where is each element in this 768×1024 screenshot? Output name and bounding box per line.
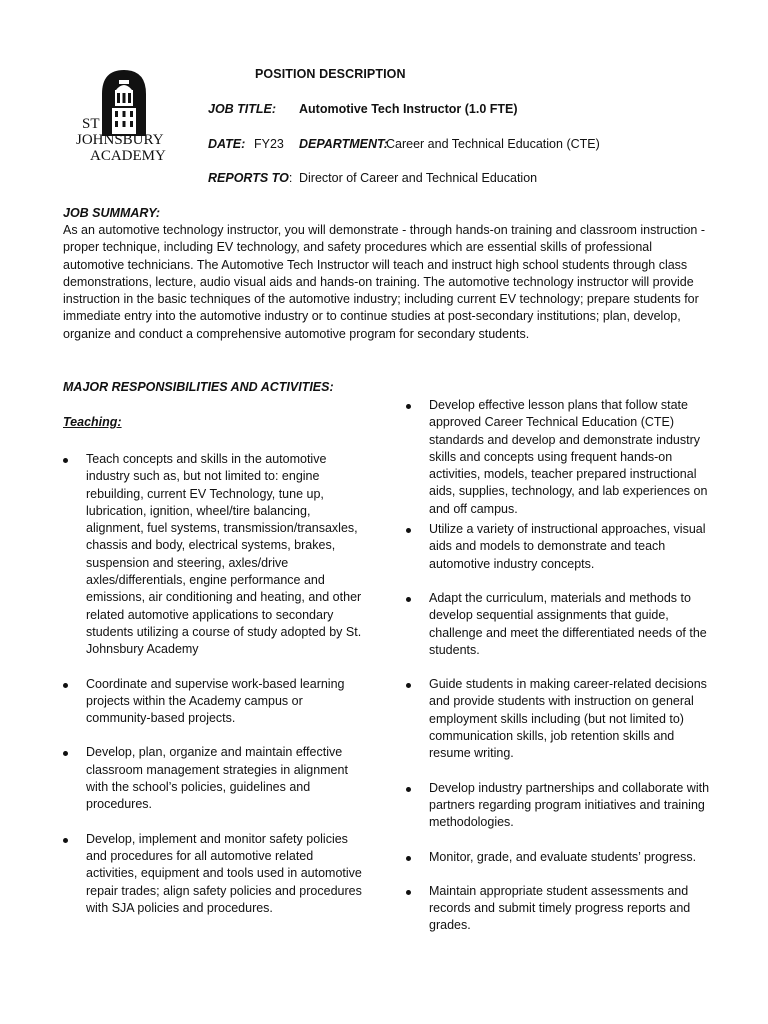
logo-line-2: JOHNSBURY bbox=[76, 132, 164, 148]
list-item-text: Develop, plan, organize and maintain effective classroom management strategies in alignment with the school’s policies, guidelines and procedures. bbox=[86, 745, 348, 812]
department-label: DEPARTMENT: bbox=[299, 137, 388, 151]
list-item bbox=[63, 744, 368, 813]
responsibilities-heading: MAJOR RESPONSIBILITIES AND ACTIVITIES: bbox=[63, 380, 334, 394]
reports-to-row bbox=[208, 170, 538, 186]
bullet-icon bbox=[406, 787, 411, 792]
document-title: POSITION DESCRIPTION bbox=[255, 67, 406, 81]
bullet-icon bbox=[406, 597, 411, 602]
department-value: Career and Technical Education (CTE) bbox=[386, 137, 600, 151]
list-item-text: Guide students in making career-related decisions and provide students with instruction on general employment skills including (but not limited to) communication skills, job retention skills and resume writing. bbox=[429, 677, 707, 761]
responsibilities-list-left bbox=[63, 451, 368, 917]
list-item-text: Develop, implement and monitor safety policies and procedures for all automotive related activities, equipment and tools used in automotive repair trades; align safety policies and procedures with SJA policies and procedures. bbox=[86, 831, 362, 915]
job-title-label: JOB TITLE: bbox=[208, 102, 277, 116]
school-logo-wordmark bbox=[76, 116, 176, 164]
bullet-icon bbox=[63, 683, 68, 688]
date-label: DATE: bbox=[208, 137, 246, 151]
bullet-icon bbox=[63, 458, 68, 463]
job-title-row bbox=[208, 101, 518, 117]
list-item bbox=[63, 831, 368, 917]
job-title-value: Automotive Tech Instructor (1.0 FTE) bbox=[299, 102, 518, 116]
bullet-icon bbox=[63, 751, 68, 756]
list-item bbox=[406, 883, 711, 935]
list-item-text: Utilize a variety of instructional approaches, visual aids and models to demonstrate and teach automotive industry concepts. bbox=[429, 522, 706, 571]
list-item bbox=[406, 676, 711, 762]
list-item-text: Maintain appropriate student assessments and records and submit timely progress reports and grades. bbox=[429, 883, 691, 933]
list-item-text: Coordinate and supervise work-based learning projects within the Academy campus or community-based projects. bbox=[86, 676, 345, 726]
teaching-heading: Teaching: bbox=[63, 415, 122, 429]
reports-to-colon: : bbox=[288, 171, 293, 185]
bullet-icon bbox=[63, 838, 68, 843]
list-item bbox=[63, 676, 368, 728]
logo-line-1: ST bbox=[82, 116, 100, 132]
list-item bbox=[406, 590, 711, 659]
reports-to-label: REPORTS TO bbox=[208, 171, 289, 185]
date-value: FY23 bbox=[254, 137, 284, 151]
bullet-icon bbox=[406, 856, 411, 861]
list-item-text: Monitor, grade, and evaluate students’ progress. bbox=[429, 849, 697, 864]
school-logo bbox=[76, 68, 176, 168]
list-item bbox=[406, 397, 711, 518]
list-item-text: Teach concepts and skills in the automotive industry such as, but not limited to: engine rebuilding, current EV Technology, tune up, lubrication, ignition, wheel/tire balancing, alignment, fuel systems, transmission/transaxles, chassis and body, electrical systems, brakes, suspension and steering, axles/drive axles/differentials, engine performance and emissions, air conditioning and heating, and other related automotive applications to secondary students utilizing a course of study adopted by St. Johnsbury Academy bbox=[86, 452, 362, 657]
list-item bbox=[63, 451, 368, 659]
list-item-text: Develop effective lesson plans that follow state approved Career Technical Education (CTE) standards and develop and demonstrate industry skills and concepts using frequent hands-on activities, models, teacher prepared instructional aids, supplies, technology, and lab experiences on and off campus. bbox=[429, 398, 708, 516]
list-item bbox=[406, 780, 711, 832]
list-item-text: Develop industry partnerships and collaborate with partners regarding program initiatives and training methodologies. bbox=[429, 780, 710, 830]
bullet-icon bbox=[406, 528, 411, 533]
list-item bbox=[406, 521, 711, 573]
list-item bbox=[406, 849, 711, 866]
list-item-text: Adapt the curriculum, materials and methods to develop sequential assignments that guide, challenge and meet the differentiated needs of the students. bbox=[429, 590, 707, 657]
responsibilities-list-right bbox=[406, 397, 711, 935]
job-summary-heading: JOB SUMMARY: bbox=[63, 206, 161, 220]
bullet-icon bbox=[406, 890, 411, 895]
logo-line-3: ACADEMY bbox=[90, 148, 166, 164]
bullet-icon bbox=[406, 683, 411, 688]
bullet-icon bbox=[406, 404, 411, 409]
job-summary-text: As an automotive technology instructor, you will demonstrate - through hands-on training and classroom instruction - proper technique, including EV technology, and safety procedures which are essential skills of professional automotive technicians. The Automotive Tech Instructor will teach and instruct high school students through class demonstrations, lecture, audio visual aids and hands-on training. The automotive technology instructor will provide instruction in the basic techniques of the automotive industry; including current EV technology; prepare students for immediate entry into the automotive industry or to continue studies at post-secondary institutions; plan, develop, organize and conduct a comprehensive automotive program for secondary students. bbox=[63, 223, 705, 341]
reports-to-value: Director of Career and Technical Education bbox=[299, 171, 538, 185]
date-row bbox=[208, 136, 600, 152]
